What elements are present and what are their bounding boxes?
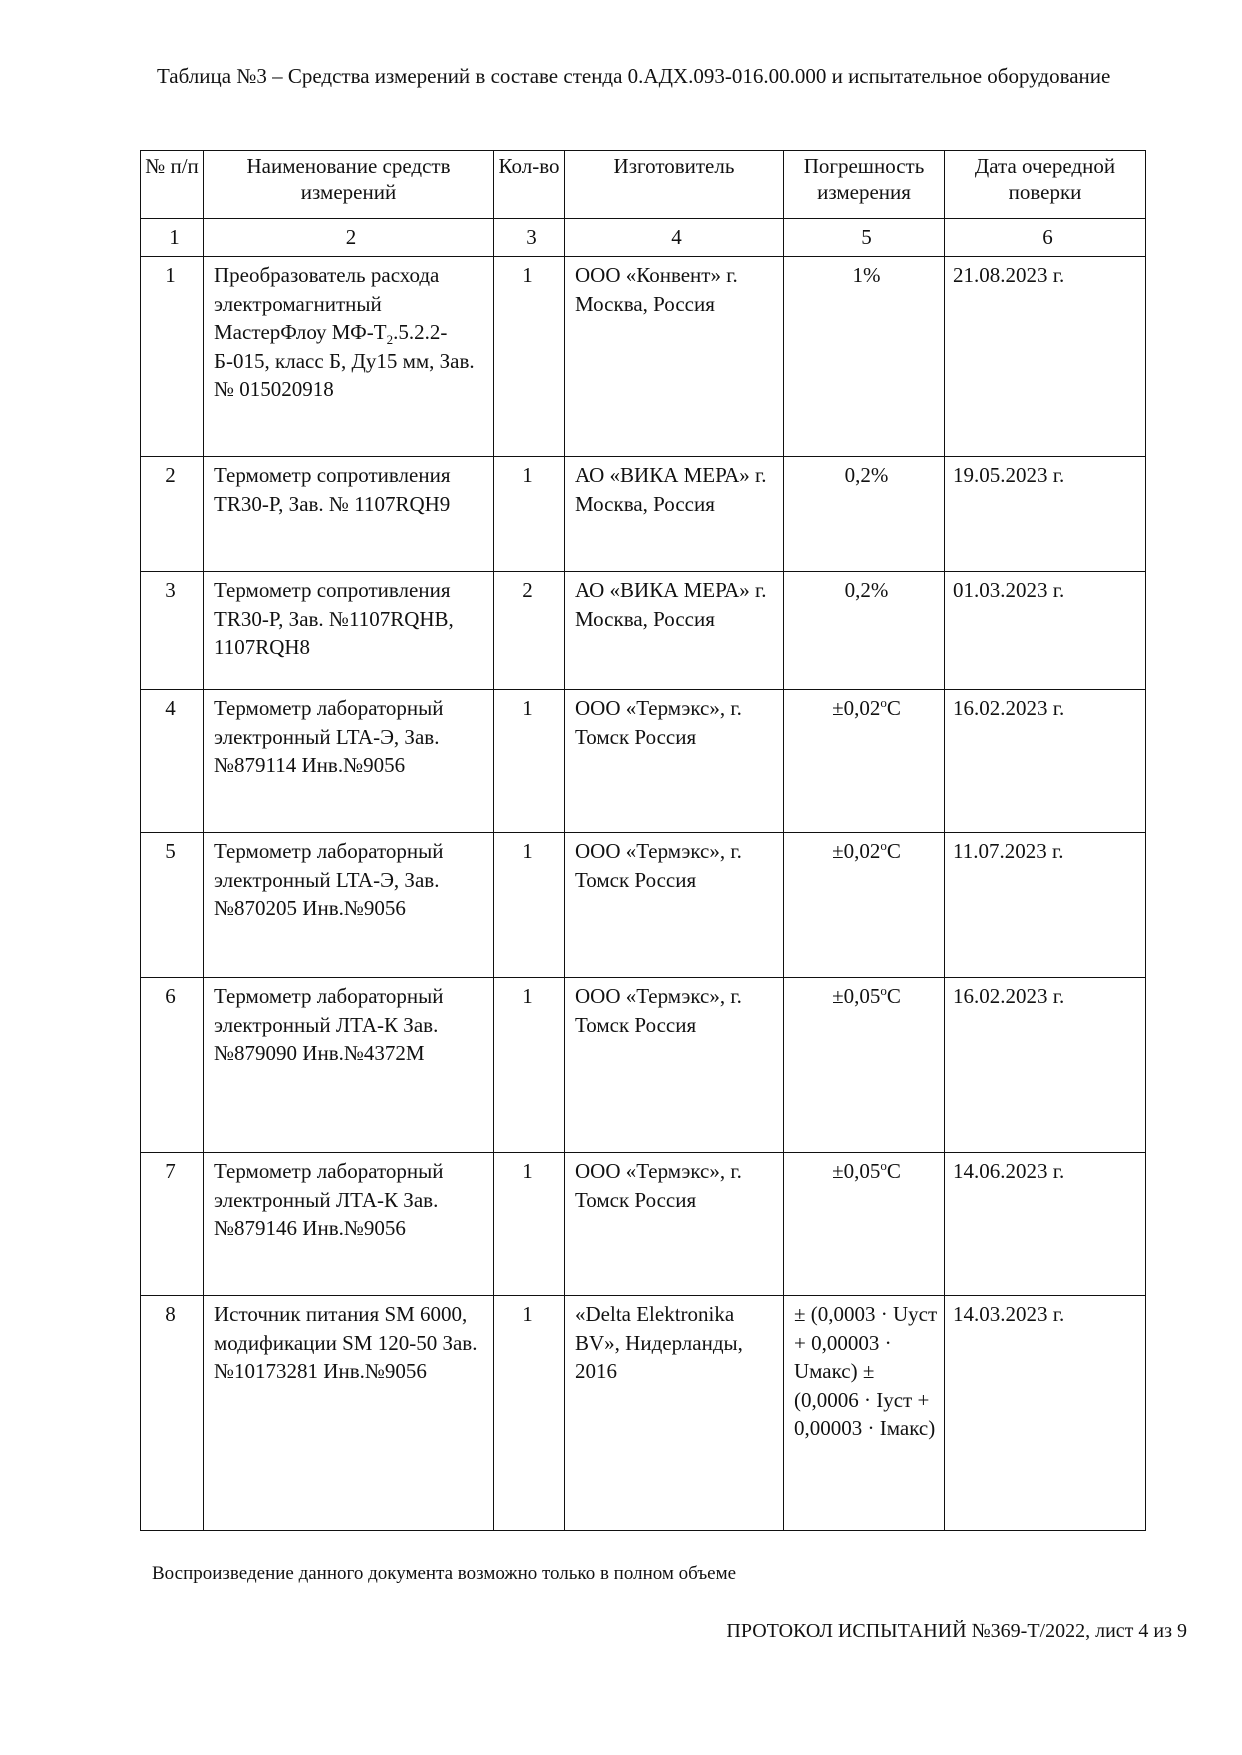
row-error-value: ±0,02 [832,839,881,863]
row-date: 16.02.2023 г. [945,978,1146,1153]
row-number: 4 [141,690,204,833]
table-row [141,978,1146,1153]
column-number: 1 [141,219,204,257]
row-date: 11.07.2023 г. [945,833,1146,978]
row-error-value: ±0,02 [832,696,881,720]
row-date: 21.08.2023 г. [945,257,1146,457]
row-quantity: 1 [494,257,565,457]
table-row [141,1296,1146,1531]
table-row [141,257,1146,457]
degree-sign: о [880,983,887,998]
header-row [141,151,1146,219]
row-date: 16.02.2023 г. [945,690,1146,833]
row-error-unit: С [886,696,901,720]
degree-sign: о [880,1158,887,1173]
row-error-unit: С [886,839,901,863]
row-error: 1% [784,257,945,457]
row-name: Термометр сопротивления TR30-P, Зав. № 1107RQH9 [204,457,494,572]
header-number: № п/п [141,151,204,219]
row-date: 01.03.2023 г. [945,572,1146,690]
row-error-unit: С [886,1159,901,1183]
row-quantity: 1 [494,833,565,978]
row-error: 0,2% [784,572,945,690]
row-error [784,978,945,1153]
row-number: 3 [141,572,204,690]
row-name-part: Преобразователь расхода электромагнитный МастерФлоу МФ-Т [214,263,440,344]
row-name: Термометр лабораторный электронный ЛТА-К Зав. №879146 Инв.№9056 [204,1153,494,1296]
row-maker: ООО «Термэкс», г. Томск Россия [565,690,784,833]
degree-sign: о [880,695,887,710]
table-row [141,833,1146,978]
header-quantity: Кол-во [494,151,565,219]
table-row [141,457,1146,572]
row-date: 19.05.2023 г. [945,457,1146,572]
table-caption: Таблица №3 – Средства измерений в составе стенда 0.АДХ.093-016.00.000 и испытательное оборудование [157,64,1111,88]
column-number: 4 [565,219,784,257]
row-maker: АО «ВИКА МЕРА» г. Москва, Россия [565,572,784,690]
row-name-subscript: 2 [386,332,394,348]
row-quantity: 2 [494,572,565,690]
reproduction-note: Воспроизведение данного документа возможно только в полном объеме [152,1563,737,1584]
row-quantity: 1 [494,457,565,572]
header-date: Дата очередной поверки [945,151,1146,219]
row-date: 14.03.2023 г. [945,1296,1146,1531]
header-name: Наименование средств измерений [204,151,494,219]
row-error [784,833,945,978]
table-row [141,1153,1146,1296]
row-error-value: ±0,05 [832,1159,881,1183]
row-number: 6 [141,978,204,1153]
row-quantity: 1 [494,690,565,833]
column-number: 2 [204,219,494,257]
row-date: 14.06.2023 г. [945,1153,1146,1296]
protocol-footer: ПРОТОКОЛ ИСПЫТАНИЙ №369-Т/2022, лист 4 из 9 [726,1620,1187,1642]
degree-sign: о [880,838,887,853]
row-quantity: 1 [494,1296,565,1531]
header-maker: Изготовитель [565,151,784,219]
row-maker: «Delta Elektronika BV», Нидерланды, 2016 [565,1296,784,1531]
row-number: 2 [141,457,204,572]
column-number-row [141,219,1146,257]
row-error-value: ±0,05 [832,984,881,1008]
row-error: 0,2% [784,457,945,572]
row-number: 7 [141,1153,204,1296]
row-error: ± (0,0003 · Uуст + 0,00003 · Uмакс) ± (0,0006 · Iуст + 0,00003 · Iмакс) [784,1296,945,1531]
row-maker: ООО «Конвент» г. Москва, Россия [565,257,784,457]
row-quantity: 1 [494,1153,565,1296]
row-name [204,257,494,457]
table-row [141,690,1146,833]
row-maker: АО «ВИКА МЕРА» г. Москва, Россия [565,457,784,572]
row-name: Термометр сопротивления TR30-P, Зав. №1107RQHB, 1107RQH8 [204,572,494,690]
column-number: 5 [784,219,945,257]
row-number: 5 [141,833,204,978]
row-number: 8 [141,1296,204,1531]
column-number: 6 [945,219,1146,257]
row-number: 1 [141,257,204,457]
row-name: Термометр лабораторный электронный LTA-Э, Зав. №870205 Инв.№9056 [204,833,494,978]
row-maker: ООО «Термэкс», г. Томск Россия [565,1153,784,1296]
header-error: Погрешность измерения [784,151,945,219]
row-name: Термометр лабораторный электронный ЛТА-К Зав. №879090 Инв.№4372М [204,978,494,1153]
row-name: Источник питания SM 6000, модификации SM 120-50 Зав. №10173281 Инв.№9056 [204,1296,494,1531]
row-error [784,690,945,833]
row-quantity: 1 [494,978,565,1153]
measurement-instruments-table [140,150,1146,1531]
row-maker: ООО «Термэкс», г. Томск Россия [565,978,784,1153]
row-error-unit: С [886,984,901,1008]
row-error [784,1153,945,1296]
row-name-part: .5.2.2-Б-015, класс Б, Ду15 мм, Зав. № 015020918 [214,320,475,401]
row-maker: ООО «Термэкс», г. Томск Россия [565,833,784,978]
row-name: Термометр лабораторный электронный LTA-Э, Зав.№879114 Инв.№9056 [204,690,494,833]
table-row [141,572,1146,690]
column-number: 3 [494,219,565,257]
